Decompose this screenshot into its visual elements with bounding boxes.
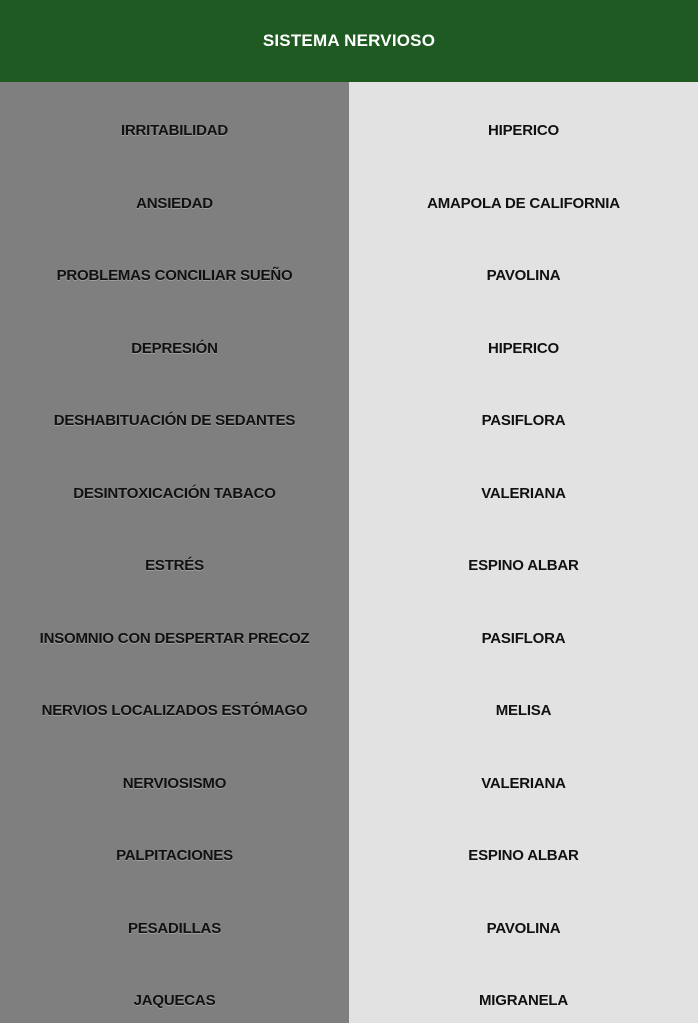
- symptom-cell: JAQUECAS: [133, 991, 216, 1009]
- remedy-cell: VALERIANA: [481, 774, 566, 792]
- remedy-cell: HIPERICO: [488, 121, 559, 139]
- symptom-cell: DESINTOXICACIÓN TABACO: [73, 484, 276, 502]
- table-header: [0, 0, 698, 82]
- remedy-cell: PAVOLINA: [486, 919, 561, 937]
- remedy-column: [349, 82, 698, 1023]
- remedy-cell: ESPINO ALBAR: [468, 846, 579, 864]
- symptom-cell: NERVIOS LOCALIZADOS ESTÓMAGO: [41, 701, 308, 719]
- remedy-cell: AMAPOLA DE CALIFORNIA: [427, 194, 620, 212]
- remedy-cell: MIGRANELA: [478, 991, 569, 1009]
- remedy-cell: MELISA: [495, 701, 552, 719]
- remedy-cell: PAVOLINA: [486, 266, 561, 284]
- remedy-cell: VALERIANA: [481, 484, 566, 502]
- symptom-cell: DEPRESIÓN: [131, 339, 218, 357]
- symptom-cell: IRRITABILIDAD: [120, 121, 229, 139]
- symptom-cell: PROBLEMAS CONCILIAR SUEÑO: [56, 266, 293, 284]
- symptom-cell: PESADILLAS: [127, 919, 221, 937]
- remedy-cell: PASIFLORA: [481, 411, 566, 429]
- symptom-column: [0, 82, 349, 1023]
- remedy-cell: ESPINO ALBAR: [468, 556, 579, 574]
- symptom-cell: INSOMNIO CON DESPERTAR PRECOZ: [39, 629, 310, 647]
- remedy-cell: PASIFLORA: [481, 629, 566, 647]
- symptom-cell: ESTRÉS: [145, 556, 204, 574]
- symptom-cell: DESHABITUACIÓN DE SEDANTES: [53, 411, 296, 429]
- symptom-cell: PALPITACIONES: [116, 846, 233, 864]
- remedy-cell: HIPERICO: [488, 339, 559, 357]
- symptom-cell: NERVIOSISMO: [122, 774, 227, 792]
- symptom-cell: ANSIEDAD: [136, 194, 213, 212]
- table-title: SISTEMA NERVIOSO: [262, 31, 436, 50]
- table-body: [0, 82, 698, 1023]
